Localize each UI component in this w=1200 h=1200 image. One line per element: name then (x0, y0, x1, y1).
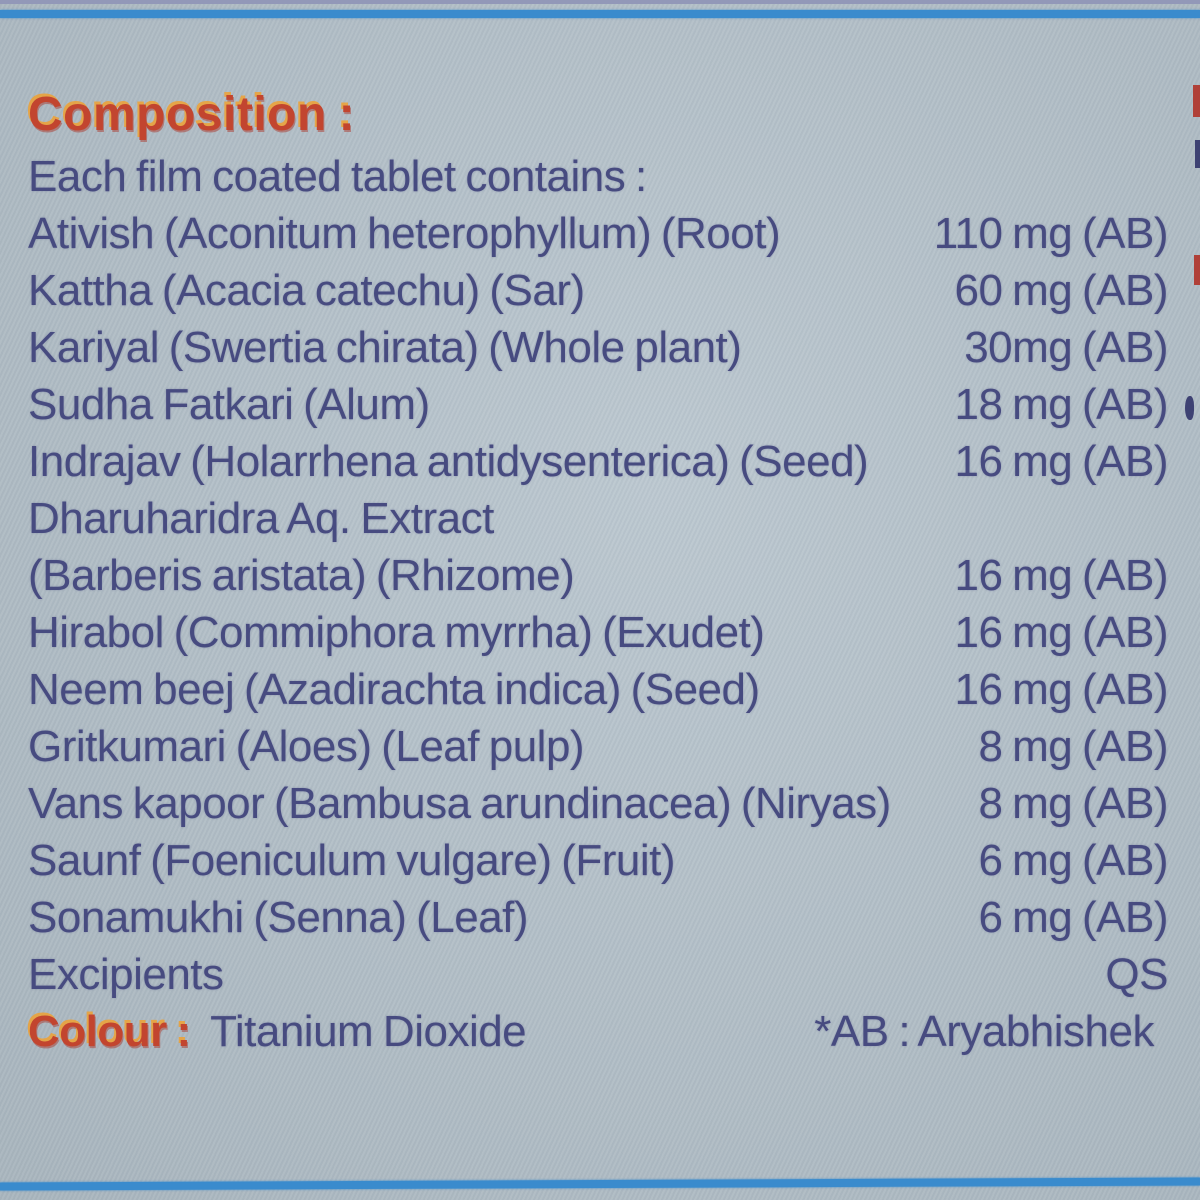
colour-value-text: Titanium Dioxide (210, 1007, 527, 1056)
ingredient-row (28, 604, 1168, 661)
intro-line: Each film coated tablet contains : (28, 152, 647, 201)
top-blue-rule (0, 10, 1200, 18)
ingredient-amount: 18 mg (AB) (954, 380, 1168, 429)
ingredient-row (28, 205, 1168, 262)
right-edge-navy-mark (1185, 396, 1194, 420)
ingredient-name: Kattha (Acacia catechu) (Sar) (28, 266, 585, 315)
ingredient-amount: 16 mg (AB) (954, 437, 1168, 486)
ingredient-name: Excipients (28, 950, 224, 999)
ingredient-amount: 16 mg (AB) (954, 665, 1168, 714)
top-edge-sliver (0, 0, 1200, 4)
section-title: Composition : (28, 88, 356, 141)
ingredient-amount: 8 mg (AB) (978, 779, 1168, 828)
ingredient-row (28, 319, 1168, 376)
ingredient-name: Neem beej (Azadirachta indica) (Seed) (28, 665, 760, 714)
ab-abbreviation-note: *AB : Aryabhishek (814, 1007, 1154, 1056)
ingredient-row (28, 547, 1168, 604)
ingredient-row (28, 889, 1168, 946)
ingredient-amount: QS (1105, 950, 1168, 999)
ingredient-row (28, 946, 1168, 1003)
ingredient-list (28, 205, 1168, 1003)
ingredient-amount: 110 mg (AB) (933, 209, 1168, 258)
ingredient-amount: 6 mg (AB) (978, 893, 1168, 942)
ingredient-row (28, 490, 1168, 547)
ingredient-row (28, 718, 1168, 775)
right-edge-red-fragment (1194, 255, 1200, 285)
ingredient-name: Sudha Fatkari (Alum) (28, 380, 430, 429)
colour-label: Colour : (28, 1007, 191, 1056)
ingredient-row (28, 661, 1168, 718)
colour-statement (28, 1003, 526, 1060)
ingredient-row (28, 832, 1168, 889)
bottom-blue-rule (0, 1177, 1200, 1190)
composition-panel (28, 86, 1168, 1060)
ingredient-name: Indrajav (Holarrhena antidysenterica) (Seed) (28, 437, 869, 486)
ingredient-name: Dharuharidra Aq. Extract (28, 494, 494, 543)
ingredient-name: Sonamukhi (Senna) (Leaf) (28, 893, 529, 942)
ingredient-amount: 6 mg (AB) (978, 836, 1168, 885)
ingredient-amount: 8 mg (AB) (978, 722, 1168, 771)
footer-line (28, 1003, 1168, 1060)
ingredient-name: Gritkumari (Aloes) (Leaf pulp) (28, 722, 585, 771)
ingredient-row (28, 262, 1168, 319)
ingredient-name: Kariyal (Swertia chirata) (Whole plant) (28, 323, 742, 372)
ingredient-name: Vans kapoor (Bambusa arundinacea) (Niryas) (28, 779, 891, 828)
ingredient-name: (Barberis aristata) (Rhizome) (28, 551, 575, 600)
ingredient-name: Saunf (Foeniculum vulgare) (Fruit) (28, 836, 676, 885)
ingredient-row (28, 376, 1168, 433)
ingredient-amount: 16 mg (AB) (954, 551, 1168, 600)
ingredient-name: Ativish (Aconitum heterophyllum) (Root) (28, 209, 781, 258)
ingredient-row (28, 775, 1168, 832)
ingredient-amount: 30mg (AB) (964, 323, 1168, 372)
right-edge-navy-fragment (1195, 140, 1200, 168)
ingredient-amount: 16 mg (AB) (954, 608, 1168, 657)
ingredient-row (28, 433, 1168, 490)
right-edge-red-fragment (1193, 85, 1200, 117)
ingredient-name: Hirabol (Commiphora myrrha) (Exudet) (28, 608, 765, 657)
colour-value (200, 1007, 210, 1056)
ingredient-amount: 60 mg (AB) (954, 266, 1168, 315)
